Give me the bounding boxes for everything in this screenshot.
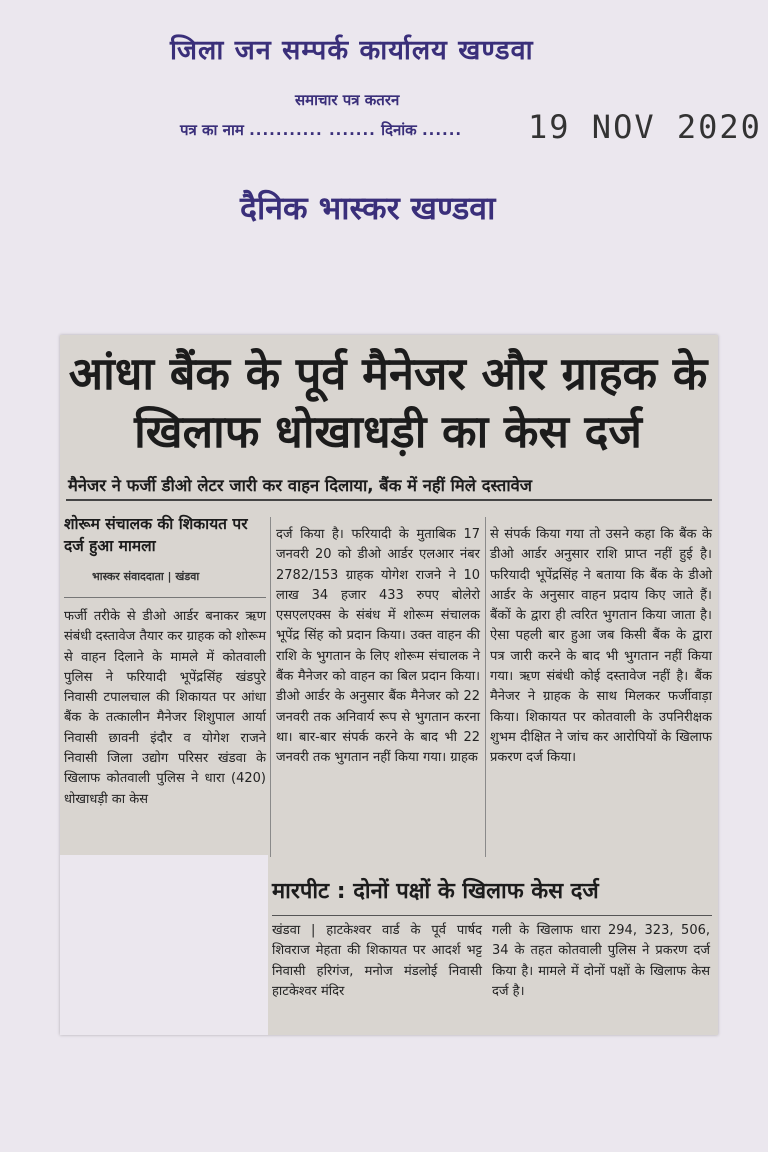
second-article-rule xyxy=(272,915,712,916)
office-stamp-title: जिला जन सम्पर्क कार्यालय खण्डवा xyxy=(170,35,534,66)
reference-line xyxy=(180,120,462,140)
reference-dots: ........... ....... xyxy=(249,121,376,139)
column-divider xyxy=(270,517,271,857)
date-stamp: 19 NOV 2020 xyxy=(528,108,762,146)
article-headline: आंधा बैंक के पूर्व मैनेजर और ग्राहक के खिलाफ धोखाधड़ी का केस दर्ज xyxy=(68,347,708,458)
date-label: दिनांक xyxy=(381,121,417,139)
column-divider xyxy=(485,517,486,857)
article-subheadline: मैनेजर ने फर्जी डीओ लेटर जारी कर वाहन दिलाया, बैंक में नहीं मिले दस्तावेज xyxy=(68,476,533,495)
second-article-column-1: खंडवा | हाटकेश्वर वार्ड के पूर्व पार्षद शिवराज मेहता की शिकायत पर आदर्श भट्ट निवासी हरिगंज, मनोज मंडलोई निवासी हाटकेश्वर मंदिर xyxy=(272,923,482,999)
byline-divider xyxy=(64,597,266,598)
second-article-headline: मारपीट : दोनों पक्षों के खिलाफ केस दर्ज xyxy=(272,879,599,904)
clipping-cutout xyxy=(60,855,268,1035)
newspaper-name: दैनिक भास्कर खण्डवा xyxy=(240,189,496,227)
reference-label: पत्र का नाम xyxy=(180,121,244,139)
article-column-1: फर्जी तरीके से डीओ आर्डर बनाकर ऋण संबंधी दस्तावेज तैयार कर ग्राहक को शोरूम से वाहन दिलाने के मामले में कोतवाली पुलिस ने फरियादी भूपेंद्रसिंह खंडपुरे निवासी टपालचाल की शिकायत पर आंधा बैंक के तत्कालीन मैनेजर शिशुपाल आर्या निवासी छावनी इंदौर व योगेश राजने निवासी जिला उद्योग परिसर खंडवा के खिलाफ कोतवाली पुलिस ने धारा (420) धोखाधड़ी का केस xyxy=(64,609,266,807)
clipping-label: समाचार पत्र कतरन xyxy=(295,91,400,109)
newspaper-clipping xyxy=(60,335,718,1035)
article-column-2: दर्ज किया है। फरियादी के मुताबिक 17 जनवरी 20 को डीओ आर्डर एलआर नंबर 2782/153 ग्राहक योगेश राजने ने 10 लाख 34 हजार 433 रुपए बोलेरो एसएलएक्स के संबंध में शोरूम संचालक भूपेंद्र सिंह को प्रदान किया। उक्त वाहन की राशि के भुगतान के लिए शोरूम संचालक ने बैंक मैनेजर को वाहन का बिल प्रदान किया। डीओ आर्डर के अनुसार बैंक मैनेजर को 22 जनवरी तक अनिवार्य रूप से भुगतान करना था। बार-बार संपर्क करने के बाद भी 22 जनवरी तक भुगतान नहीं किया गया। ग्राहक xyxy=(276,527,480,766)
second-article-column-2: गली के खिलाफ धारा 294, 323, 506, 34 के तहत कोतवाली पुलिस ने प्रकरण दर्ज किया है। मामले में दोनों पक्षों के खिलाफ केस दर्ज है। xyxy=(492,923,710,999)
article-column-3: से संपर्क किया गया तो उसने कहा कि बैंक के डीओ आर्डर अनुसार राशि प्राप्त नहीं हुई है। फरियादी भूपेंद्रसिंह ने बताया कि बैंक के डीओ आर्डर के अनुसार वाहन प्रदाय किए जाते हैं। बैंकों के द्वारा ही त्वरित भुगतान किया जाता है। ऐसा पहली बार हुआ जब किसी बैंक के द्वारा पत्र जारी करने के बाद भी भुगतान नहीं किया गया। ऋण संबंधी कोई दस्तावेज नहीं है। बैंक मैनेजर ने ग्राहक के साथ मिलकर फर्जीवाड़ा किया। शिकायत पर कोतवाली के उपनिरीक्षक शुभम दीक्षित ने जांच कर आरोपियों के खिलाफ प्रकरण दर्ज किया। xyxy=(490,527,712,766)
side-heading: शोरूम संचालक की शिकायत पर दर्ज हुआ मामला xyxy=(64,515,248,555)
date-dots: ...... xyxy=(421,121,463,139)
byline: भास्कर संवाददाता | खंडवा xyxy=(92,570,200,583)
headline-rule xyxy=(66,499,712,501)
